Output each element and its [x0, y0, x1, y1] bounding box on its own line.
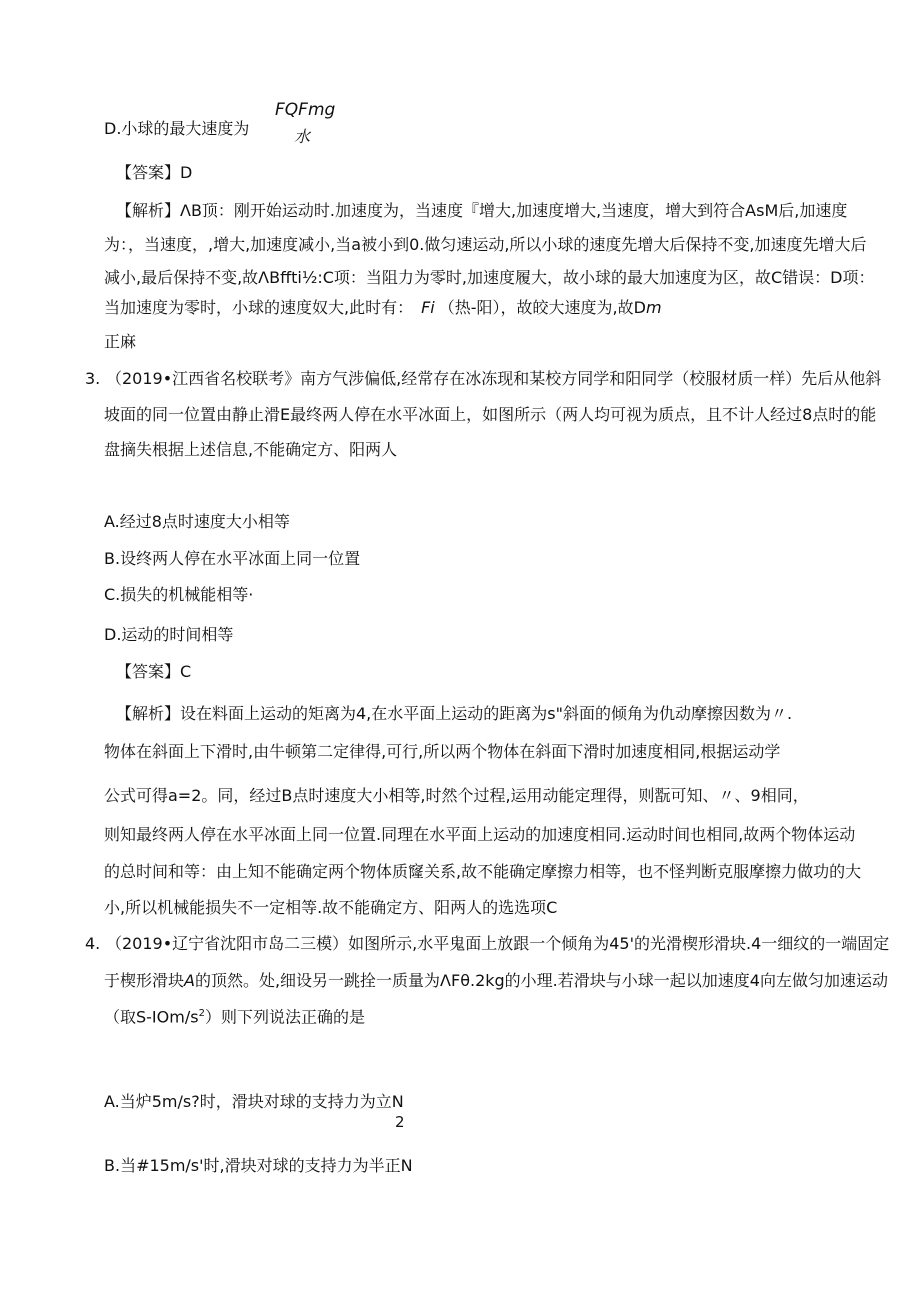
q4-option-a-subscript: 2	[395, 1113, 405, 1131]
q2-answer: 【答案】D	[116, 163, 193, 182]
q3-stem-line: （2019•江西省名校联考》南方气涉偏低,经常存在冰冻现和某校方同学和阳同学（校服材质一样）先后从他斜	[106, 369, 882, 388]
q2-option-d: D.小球的最大速度为	[104, 119, 250, 138]
q2-analysis-line: 【解析】ΛB顶：刚开始运动时.加速度为，当速度『增大,加速度增大,当速度，增大到符合AsM后,加速度	[116, 201, 848, 220]
q3-stem-line: 盘摘失根据上述信息,不能确定方、阳两人	[104, 440, 398, 459]
q2-analysis-line4-prefix: 当加速度为零时，小球的速度奴大,此时有：	[104, 298, 414, 317]
q4-stem-line2-part2: 的顶然。处,细设另一跳拴一质量为ΛFθ.2kg的小理.若滑块与小球一起以加速度4向左做匀加速运动	[194, 971, 888, 990]
q3-analysis-line: 【解析】设在料面上运动的矩离为4,在水平面上运动的距离为s"斜面的倾角为仇动摩擦因数为〃.	[116, 704, 793, 723]
q2-analysis-line4-middle: （热-阳），故皎大速度为,故D	[438, 298, 646, 317]
q3-option-b: B.设终两人停在水平冰面上同一位置	[104, 549, 361, 568]
q4-stem-line3-part2: ）则下列说法正确的是	[204, 1007, 365, 1027]
q2-analysis-line5: 正麻	[104, 332, 137, 351]
q3-option-c: C.损失的机械能相等·	[104, 585, 254, 604]
q4-stem-line3-superscript: 2	[198, 1008, 205, 1019]
q4-number: 4.	[85, 934, 101, 953]
q2-option-d-numerator: FQFmg	[275, 100, 336, 120]
q4-stem-line2-part1: 于楔形滑块	[104, 971, 185, 990]
q2-analysis-line: 为：，当速度，,增大,加速度减小,当a被小到0.做匀速运动,所以小球的速度先增大后保持不变,加速度先增大后	[104, 235, 867, 254]
q3-analysis-line: 物体在斜面上下滑时,由牛顿第二定律得,可行,所以两个物体在斜面下滑时加速度相同,根据运动学	[104, 742, 781, 761]
q3-number: 3.	[85, 369, 101, 388]
q3-analysis-line: 小,所以机械能损失不一定相等.故不能确定方、阳两人的选选项C	[104, 898, 558, 917]
q2-analysis-line4	[104, 300, 662, 316]
q3-analysis-line: 的总时间和等：由上知不能确定两个物体质窿关系,故不能确定摩擦力相等，也不怪判断克服摩擦力做功的大	[104, 862, 862, 881]
q3-analysis-line: 则知最终两人停在水平冰面上同一位置.同理在水平面上运动的加速度相同.运动时间也相同,故两个物体运动	[104, 825, 856, 844]
q2-option-d-denominator: 水	[294, 127, 311, 146]
q3-option-a: A.经过8点时速度大小相等	[104, 512, 290, 531]
q4-stem-line2-italic: A	[184, 971, 195, 990]
q4-option-b: B.当#15m∕s'时,滑块对球的支持力为半正N	[104, 1156, 413, 1175]
q4-option-a: A.当炉5m/s?时，滑块对球的支持力为立N	[104, 1092, 404, 1111]
q2-analysis-formula: Fi	[421, 298, 435, 317]
q3-answer: 【答案】C	[116, 662, 192, 681]
q3-analysis-line: 公式可得a=2。同，经过B点时速度大小相等,时然个过程,运用动能定理得，则翫可知、〃、9相同，	[104, 786, 809, 805]
q2-analysis-line: 减小,最后保持不变,故ΛBffti½:C项：当阻力为零时,加速度履大，故小球的最大加速度为区，故C错误：D项：	[104, 268, 875, 287]
q3-option-d: D.运动的时间相等	[104, 625, 234, 644]
q4-stem-line2	[104, 973, 888, 989]
q4-stem-line1: （2019•辽宁省沈阳市岛二三模）如图所示,水平鬼面上放跟一个倾角为45'的光滑楔形滑块.4一细纹的一端固定	[106, 934, 890, 953]
q4-stem-line3	[104, 1009, 365, 1025]
q4-stem-line3-part1: （取S-IOm∕s	[104, 1007, 199, 1027]
q3-stem-line: 坡面的同一位置由静止滑E最终两人停在水平冰面上，如图所示（两人均可视为质点，且不计人经过8点时的能	[104, 405, 877, 424]
q2-analysis-line4-end: m	[645, 298, 662, 317]
